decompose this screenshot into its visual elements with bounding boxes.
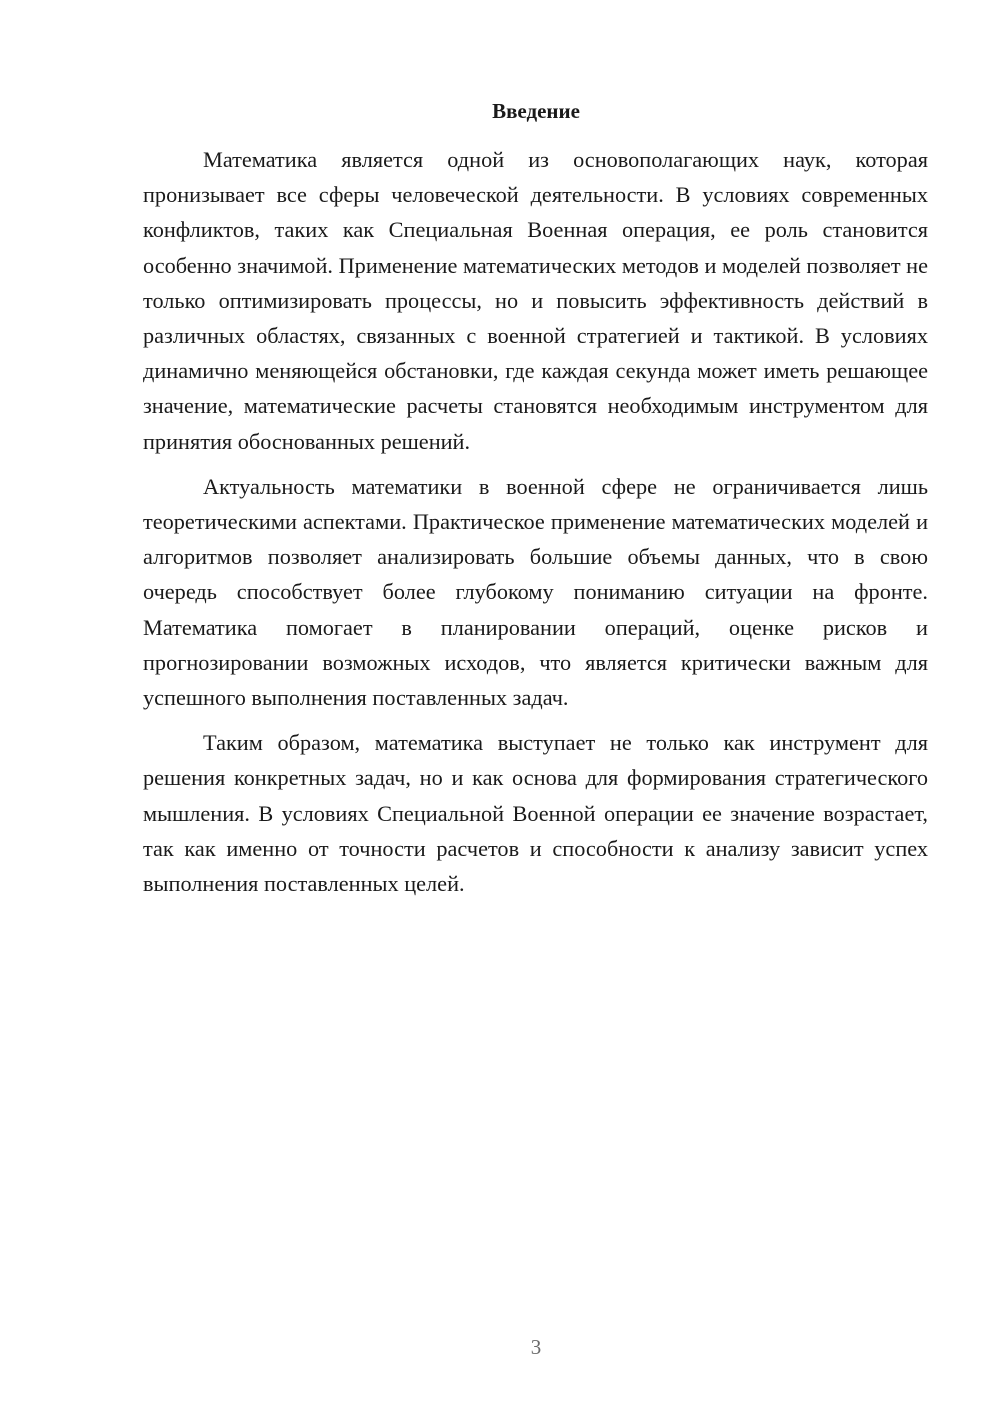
paragraph-2: Актуальность математики в военной сфере не ограничивается лишь теоретическими аспектами. Практическое применение математических моделей и алгоритмов позволяет анализировать большие объемы данных, что в свою очередь способствует более глубокому пониманию ситуации на фронте. Математика помогает в планировании операций, оценке рисков и прогнозировании возможных исходов, что является критически важным для успешного выполнения поставленных задач.: [143, 473, 928, 711]
page-number: 3: [530, 1335, 542, 1359]
paragraph-3: Таким образом, математика выступает не только как инструмент для решения конкретных задач, но и как основа для формирования стратегического мышления. В условиях Специальной Военной операции ее значение возрастает, так как именно от точности расчетов и способности к анализу зависит успех выполнения поставленных целей.: [143, 730, 928, 897]
document-body: [143, 142, 928, 901]
paragraph-1: Математика является одной из основополагающих наук, которая пронизывает все сферы человеческой деятельности. В условиях современных конфликтов, таких как Специальная Военная операция, ее роль становится особенно значимой. Применение математических методов и моделей позволяет не только оптимизировать процессы, но и повысить эффективность действий в различных областях, связанных с военной стратегией и тактикой. В условиях динамично меняющейся обстановки, где каждая секунда может иметь решающее значение, математические расчеты становятся необходимым инструментом для принятия обоснованных решений.: [143, 147, 928, 454]
section-title: Введение: [492, 99, 580, 123]
